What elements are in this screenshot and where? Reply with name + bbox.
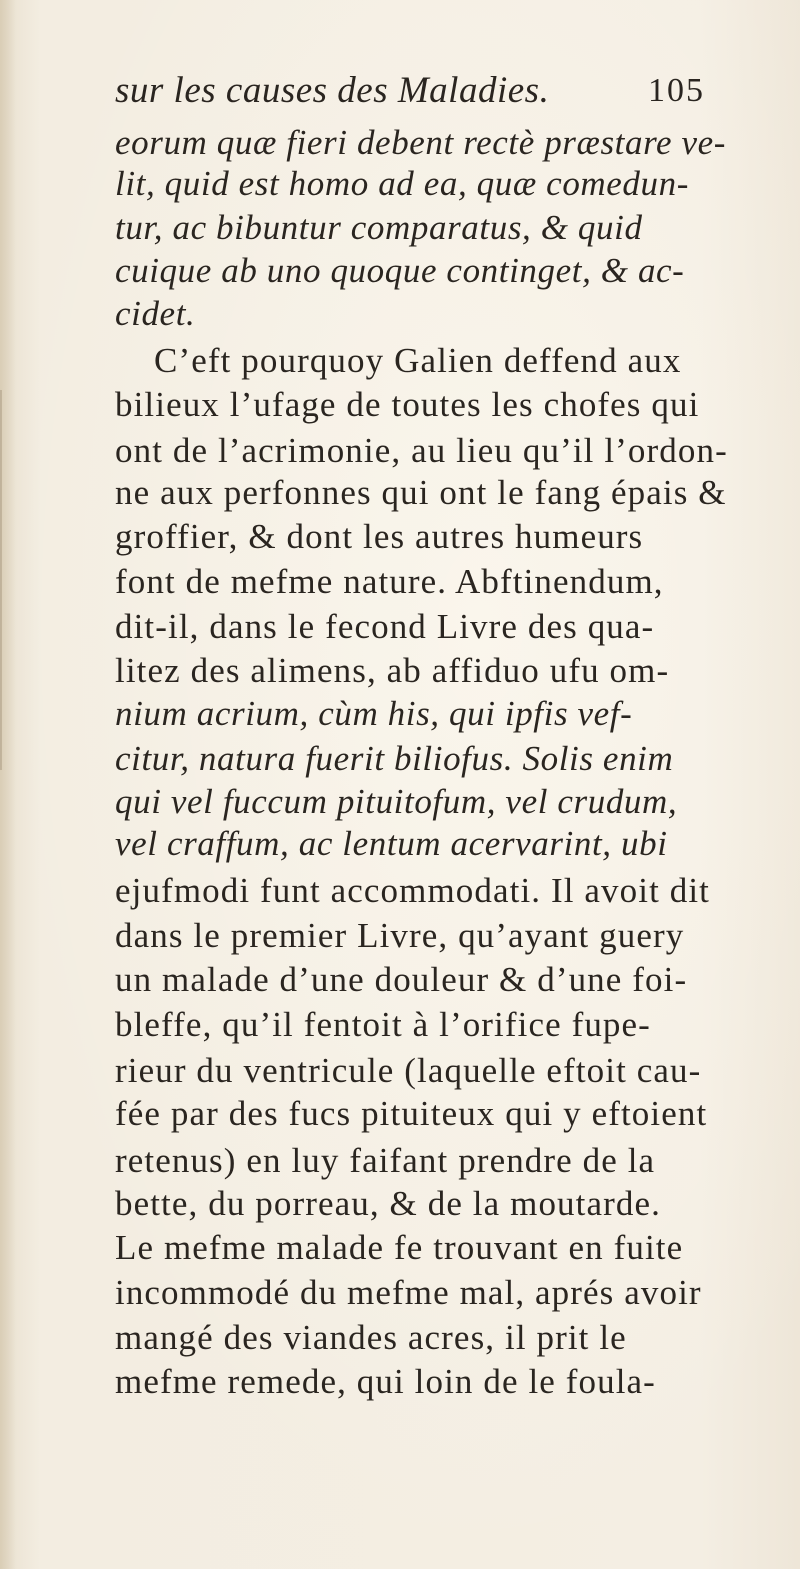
text-line: C’eft pourquoy Galien deffend aux xyxy=(154,341,682,380)
text-line: cidet. xyxy=(115,294,196,333)
text-line: bleffe, qu’il fentoit à l’orifice fupe- xyxy=(115,1005,651,1044)
text-line: nium acrium, cùm his, qui ipfis vef- xyxy=(115,694,633,733)
running-head: sur les causes des Maladies. xyxy=(115,70,550,111)
text-line: litez des alimens, ab affiduo ufu om- xyxy=(115,651,670,690)
text-line: ont de l’acrimonie, au lieu qu’il l’ordon- xyxy=(115,431,728,470)
text-line: lit, quid est homo ad ea, quæ comedun- xyxy=(115,164,689,203)
text-line: incommodé du mefme mal, aprés avoir xyxy=(115,1273,702,1312)
text-line: un malade d’une douleur & d’une foi- xyxy=(115,960,688,999)
text-line: citur, natura fuerit biliofus. Solis enim xyxy=(115,739,674,778)
text-line: ne aux perfonnes qui ont le fang épais & xyxy=(115,473,727,512)
text-line: bette, du porreau, & de la moutarde. xyxy=(115,1184,661,1223)
text-line: mefme remede, qui loin de le foula- xyxy=(115,1362,656,1401)
text-line: tur, ac bibuntur comparatus, & quid xyxy=(115,208,643,247)
page-number: 105 xyxy=(648,72,705,109)
text-line: Le mefme malade fe trouvant en fuite xyxy=(115,1228,684,1267)
text-line: cuique ab uno quoque continget, & ac- xyxy=(115,251,685,290)
text-line: retenus) en luy faifant prendre de la xyxy=(115,1141,656,1180)
text-line: qui vel fuccum pituitofum, vel crudum, xyxy=(115,782,678,821)
body-text xyxy=(8,0,798,1569)
text-line: font de mefme nature. Abftinendum, xyxy=(115,562,664,601)
text-line: groffier, & dont les autres humeurs xyxy=(115,517,644,556)
text-line: dit-il, dans le fecond Livre des qua- xyxy=(115,607,655,646)
text-line: bilieux l’ufage de toutes les chofes qui xyxy=(115,385,700,424)
text-line: vel craffum, ac lentum acervarint, ubi xyxy=(115,824,668,863)
text-line: eorum quæ fieri debent rectè præstare ve- xyxy=(115,123,727,162)
text-line: mangé des viandes acres, il prit le xyxy=(115,1318,627,1357)
page-margin-mark xyxy=(0,390,8,770)
text-line: ejufmodi funt accommodati. Il avoit dit xyxy=(115,871,710,910)
text-line: rieur du ventricule (laquelle eftoit cau- xyxy=(115,1051,702,1090)
text-line: fée par des fucs pituiteux qui y eftoient xyxy=(115,1094,708,1133)
text-line: dans le premier Livre, qu’ayant guery xyxy=(115,916,685,955)
